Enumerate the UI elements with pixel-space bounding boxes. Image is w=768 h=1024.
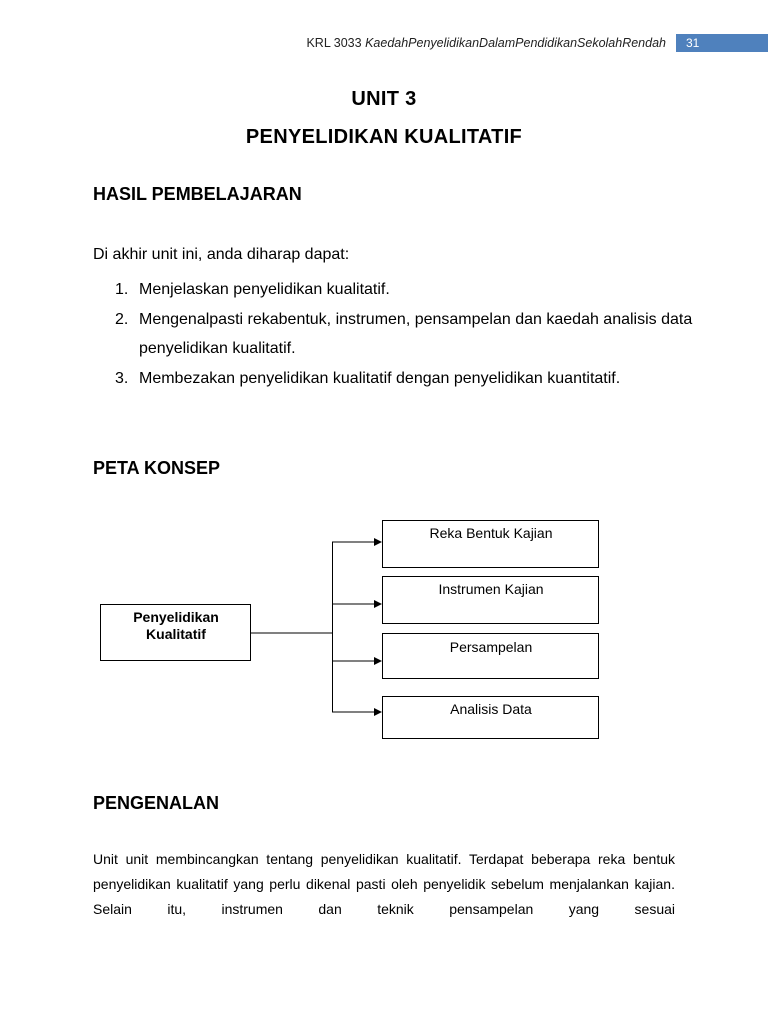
concept-map-heading: PETA KONSEP (93, 458, 221, 478)
list-item-text: Mengenalpasti rekabentuk, instrumen, pensampelan dan kaedah analisis data penyelidikan kualitatif. (139, 310, 693, 357)
branch-label-analysis: Analisis Data (450, 701, 532, 717)
branch-label-sampling: Persampelan (449, 639, 533, 655)
unit-title: UNIT 3 (351, 88, 417, 110)
list-item-number: 1. (115, 281, 129, 298)
list-item-number: 3. (115, 369, 129, 387)
branch-label-instrument: Instrumen Kajian (438, 581, 544, 597)
learning-outcomes-intro: Di akhir unit ini, anda diharap dapat: (93, 246, 350, 263)
root-label-line2: Kualitatif (146, 626, 206, 642)
list-item-text: Membezakan penyelidikan kualitatif dengan penyelidikan kuantitatif. (139, 369, 621, 387)
list-item-number: 2. (115, 310, 129, 328)
page-number: 31 (676, 34, 768, 52)
root-label-line1: Penyelidikan (133, 609, 219, 625)
list-item-text: Menjelaskan penyelidikan kualitatif. (139, 281, 390, 298)
introduction-heading: PENGENALAN (93, 793, 220, 813)
unit-name: PENYELIDIKAN KUALITATIF (245, 126, 523, 148)
course-title: KaedahPenyelidikanDalamPendidikanSekolahRendah (365, 36, 666, 50)
introduction-paragraph: Unit unit membincangkan tentang penyelidikan kualitatif. Terdapat beberapa reka bentuk penyelidikan kualitatif yang perlu dikenal pasti oleh penyelidik sebelum menjalankan kajian. Selain itu, instrumen dan teknik pensampelan yang sesuai (93, 851, 675, 917)
learning-outcomes-heading: HASIL PEMBELAJARAN (93, 184, 302, 204)
branch-label-design: Reka Bentuk Kajian (429, 525, 553, 541)
root-label (101, 609, 251, 643)
course-code: KRL 3033 (306, 36, 362, 50)
